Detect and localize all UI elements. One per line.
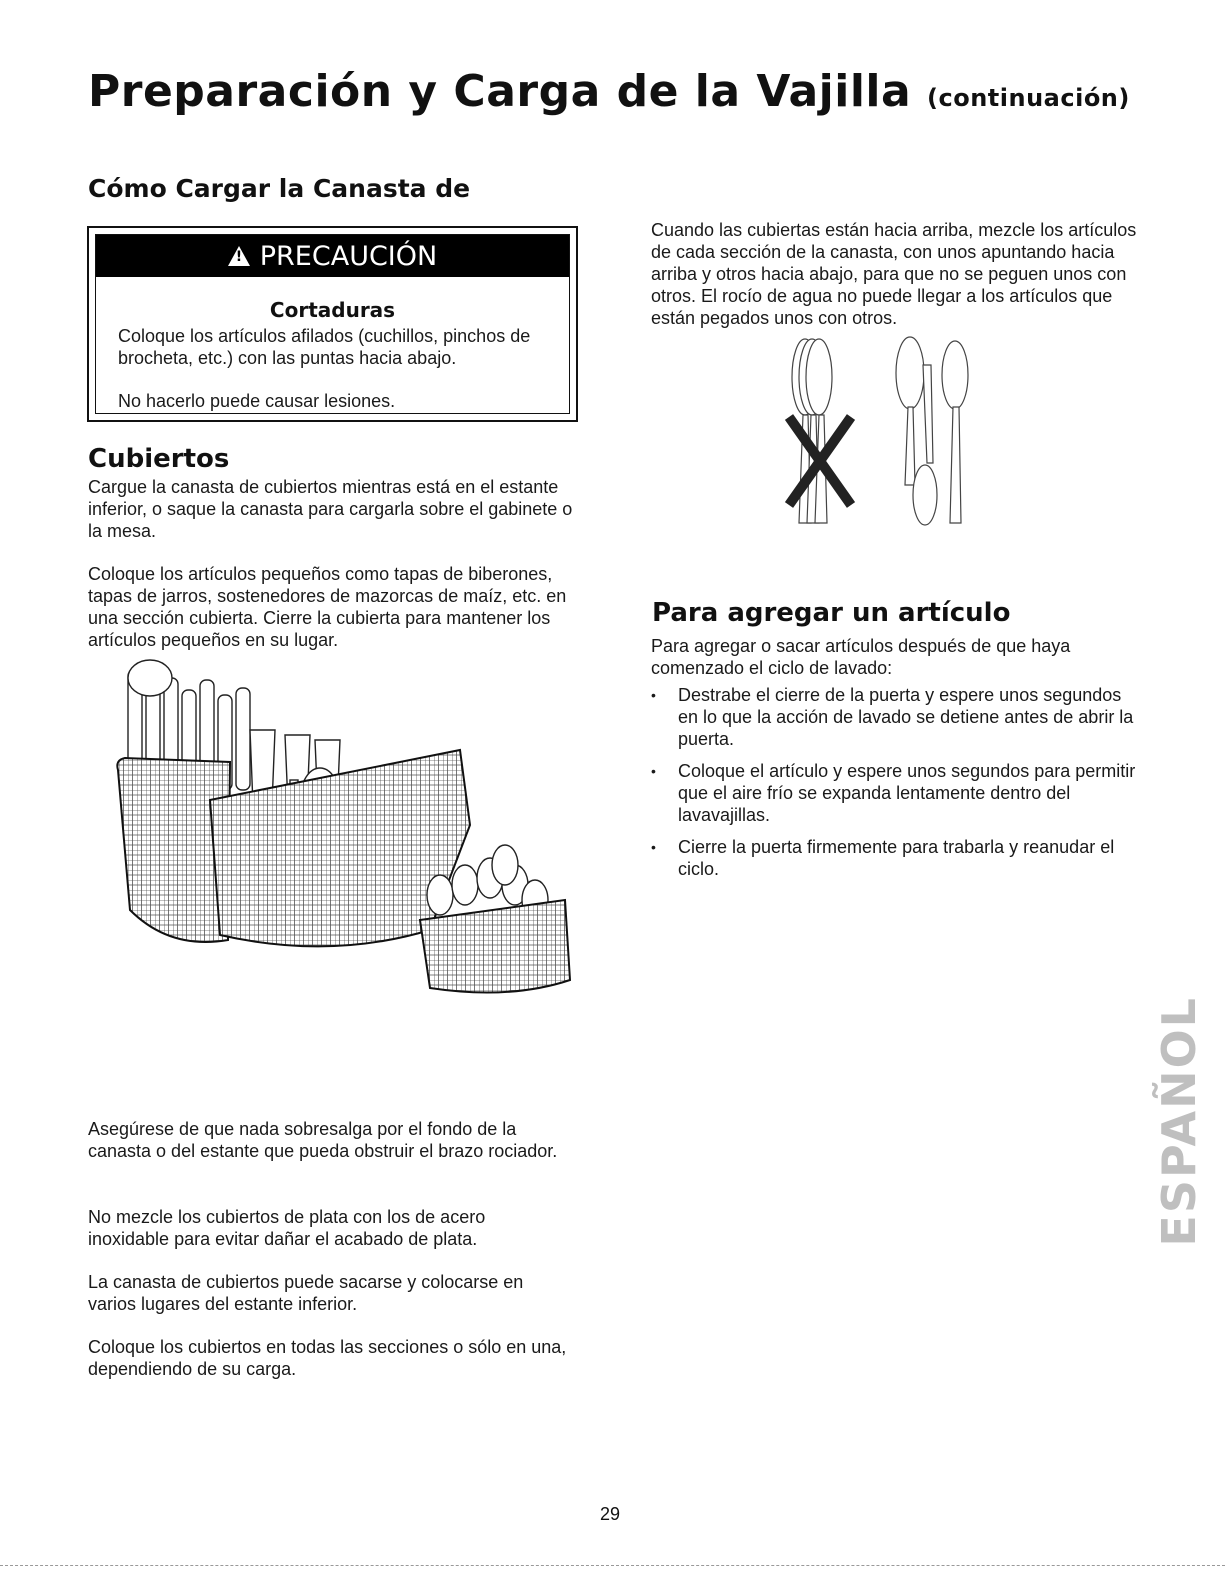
page-title-main: Preparación y Carga de la Vajilla — [88, 66, 912, 117]
warning-icon: ! — [228, 246, 250, 266]
right-para-1: Cuando las cubiertas están hacia arriba, mezcle los artículos de cada sección de la canasta, con unos apuntando hacia arriba y otros hacia abajo, para que no se peguen unos con otros. El rocío de agua no puede llegar a los artículos que están pegados unos con otros. — [651, 220, 1137, 328]
agregar-heading: Para agregar un artículo — [652, 598, 1011, 628]
caution-text-1: Coloque los artículos afilados (cuchillos, pinchos de brocheta, etc.) con las puntas hacia abajo. — [118, 326, 531, 368]
cubiertos-para-4: No mezcle los cubiertos de plata con los de acero inoxidable para evitar dañar el acabado de plata. — [88, 1207, 486, 1249]
language-side-tab: ESPAÑOL — [1152, 996, 1206, 1247]
page-number: 29 — [600, 1504, 621, 1524]
list-item: • Cierre la puerta firmemente para trabarla y reanudar el ciclo. — [651, 836, 1146, 880]
section-heading: Cómo Cargar la Canasta de — [88, 174, 471, 203]
cubiertos-para-1: Cargue la canasta de cubiertos mientras está en el estante inferior, o saque la canasta para cargarla sobre el gabinete o la mesa. — [88, 477, 573, 541]
cubiertos-heading: Cubiertos — [88, 444, 230, 474]
caution-box — [87, 226, 578, 422]
caution-text-2: No hacerlo puede causar lesiones. — [118, 391, 396, 411]
page-title — [88, 66, 1130, 117]
cubiertos-para-2: Coloque los artículos pequeños como tapas de biberones, tapas de jarros, sostenedores de mazorcas de maíz, etc. en una sección cubierta. Cierre la cubierta para mantener los artículos pequeños en su lugar. — [88, 564, 567, 650]
silverware-basket-illustration — [110, 650, 580, 995]
list-item: • Destrabe el cierre de la puerta y espere unos segundos en lo que la acción de lavado se detiene antes de abrir la puerta. — [651, 684, 1146, 750]
agregar-intro: Para agregar o sacar artículos después de que haya comenzado el ciclo de lavado: — [651, 636, 1071, 678]
caution-label: PRECAUCIÓN — [259, 240, 438, 272]
agregar-bullet-list — [651, 684, 1146, 890]
cubiertos-para-6: Coloque los cubiertos en todas las secciones o sólo en una, dependiendo de su carga. — [88, 1337, 567, 1379]
caution-title: Cortaduras — [269, 298, 396, 322]
nested-spoons-illustration — [775, 335, 985, 530]
caution-header — [96, 235, 569, 277]
caution-inner — [95, 234, 570, 414]
page-bottom-divider — [0, 1565, 1225, 1566]
page-title-suffix: (continuación) — [927, 84, 1130, 112]
cubiertos-para-3: Asegúrese de que nada sobresalga por el fondo de la canasta o del estante que pueda obstruir el brazo rociador. — [88, 1119, 558, 1161]
list-item: • Coloque el artículo y espere unos segundos para permitir que el aire frío se expanda lentamente dentro del lavavajillas. — [651, 760, 1146, 826]
cubiertos-para-5: La canasta de cubiertos puede sacarse y colocarse en varios lugares del estante inferior. — [88, 1272, 524, 1314]
